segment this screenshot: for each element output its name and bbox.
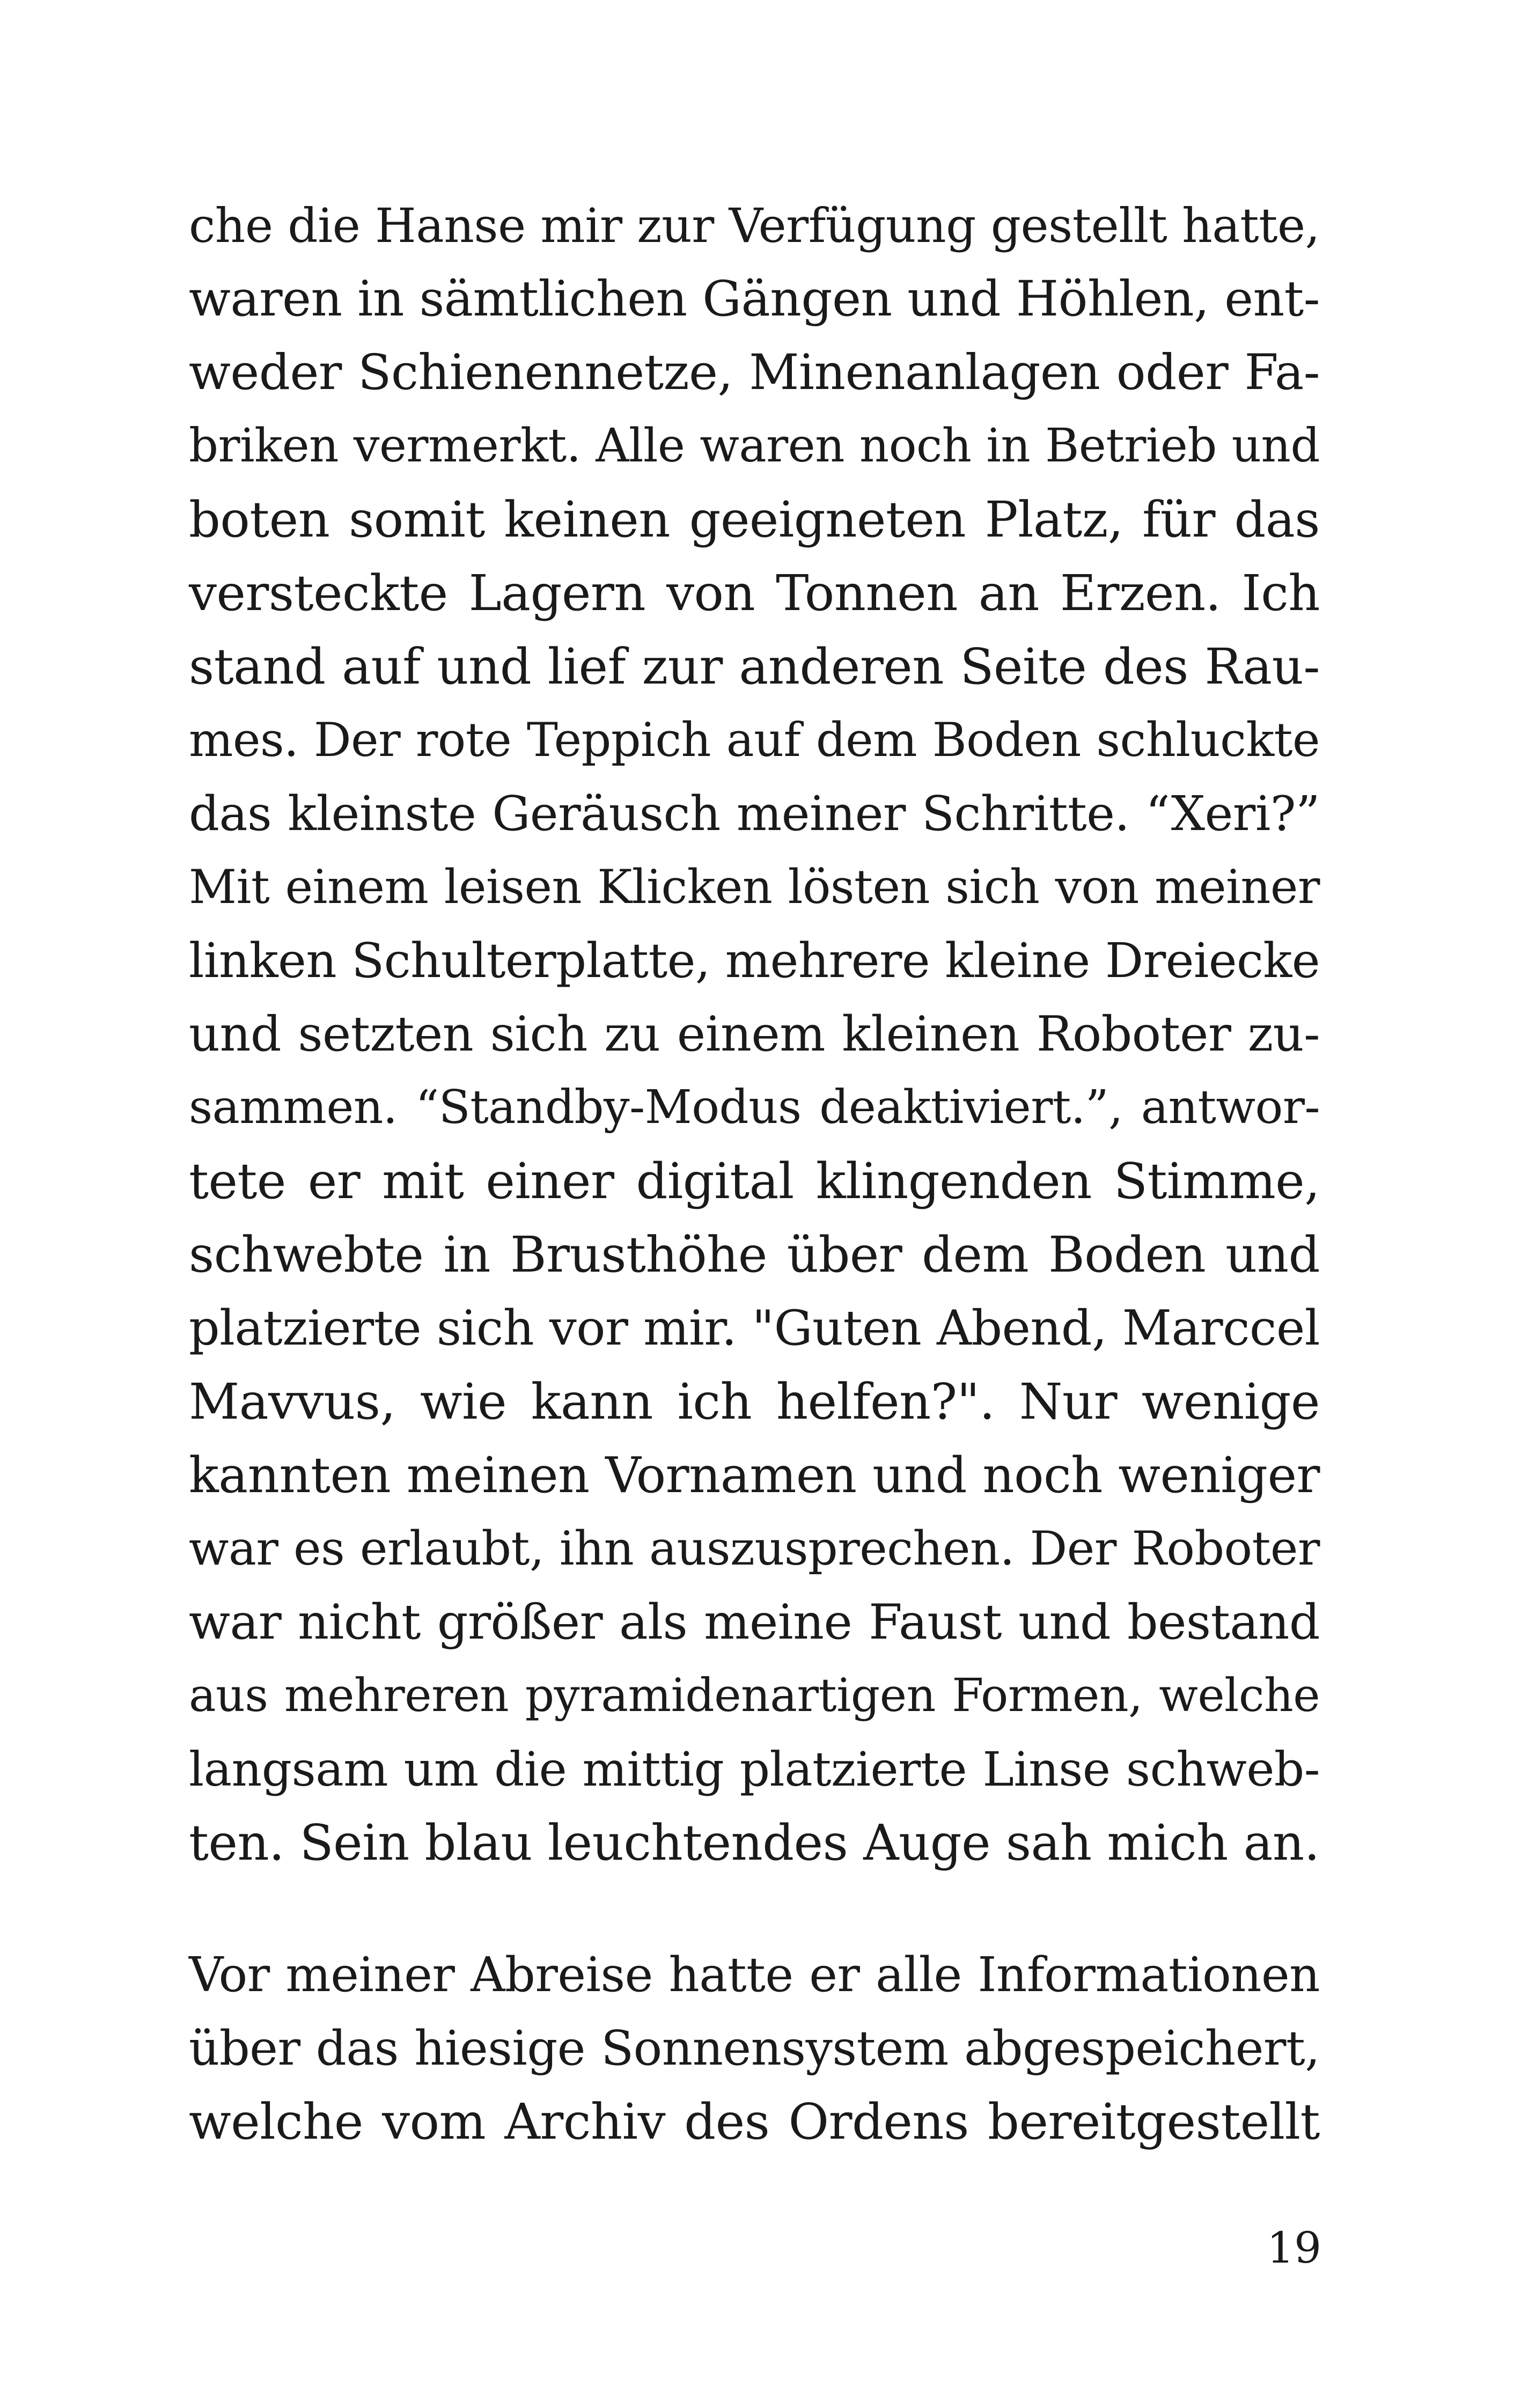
text-line: langsam um die mittig platzierte Linse schweb- bbox=[189, 1742, 1320, 1797]
text-line: briken vermerkt. Alle waren noch in Betrieb und bbox=[189, 419, 1320, 473]
text-line: war es erlaubt, ihn auszusprechen. Der Roboter bbox=[189, 1521, 1320, 1576]
text-line: aus mehreren pyramidenartigen Formen, welche bbox=[189, 1669, 1320, 1722]
text-line: tete er mit einer digital klingenden Stimme, bbox=[189, 1152, 1320, 1210]
text-line: linken Schulterplatte, mehrere kleine Dreiecke bbox=[189, 933, 1320, 988]
text-line: über das hiesige Sonnensystem abgespeichert, bbox=[189, 2020, 1320, 2076]
paragraph-2 bbox=[189, 1938, 1320, 2159]
text-line: Vor meiner Abreise hatte er alle Informationen bbox=[189, 1947, 1320, 2002]
paragraph-1 bbox=[189, 189, 1320, 1880]
text-line: che die Hanse mir zur Verfügung gestellt hatte, bbox=[189, 198, 1320, 253]
text-line: versteckte Lagern von Tonnen an Erzen. Ich bbox=[189, 564, 1320, 622]
text-line: platzierte sich vor mir. "Guten Abend, Marccel bbox=[189, 1300, 1320, 1356]
text-line: war nicht größer als meine Faust und bestand bbox=[189, 1594, 1320, 1650]
text-line: sammen. “Standby-Modus deaktiviert.”, antwor- bbox=[189, 1081, 1320, 1134]
text-line: Mit einem leisen Klicken lösten sich von meiner bbox=[189, 860, 1320, 914]
text-line: und setzten sich zu einem kleinen Roboter zu- bbox=[189, 1006, 1320, 1062]
text-line: boten somit keinen geeigneten Platz, für das bbox=[189, 491, 1320, 548]
text-line: stand auf und lief zur anderen Seite des Rau- bbox=[189, 638, 1320, 695]
text-line: weder Schienennetze, Minenanlagen oder Fa- bbox=[189, 344, 1320, 401]
text-line: Mavvus, wie kann ich helfen?". Nur wenige bbox=[189, 1373, 1320, 1430]
page-number: 19 bbox=[1267, 2223, 1321, 2273]
text-line: ten. Sein blau leuchtendes Auge sah mich an. bbox=[189, 1814, 1320, 1871]
text-line: schwebte in Brusthöhe über dem Boden und bbox=[189, 1226, 1320, 1283]
text-line: kannten meinen Vornamen und noch weniger bbox=[189, 1447, 1320, 1504]
text-line: welche vom Archiv des Ordens bereitgestellt bbox=[189, 2093, 1320, 2150]
text-line: das kleinste Geräusch meiner Schritte. “Xeri?” bbox=[189, 785, 1320, 841]
text-line: waren in sämtlichen Gängen und Höhlen, ent- bbox=[189, 271, 1320, 327]
text-line: mes. Der rote Teppich auf dem Boden schluckte bbox=[189, 713, 1320, 767]
